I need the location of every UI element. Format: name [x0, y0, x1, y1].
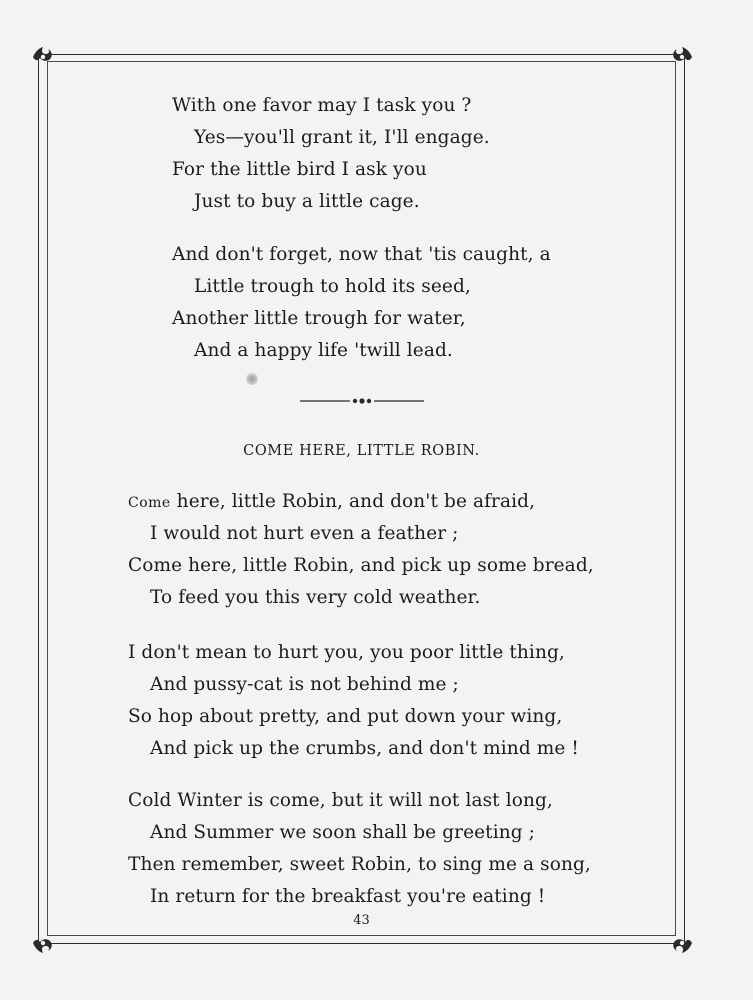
- section-divider-icon: [300, 394, 424, 408]
- poem-line: For the little bird I ask you: [172, 159, 427, 180]
- corner-ornament-icon: [30, 930, 56, 956]
- poem-line: So hop about pretty, and put down your wing,: [128, 706, 563, 727]
- poem-title: COME HERE, LITTLE ROBIN.: [243, 443, 480, 459]
- poem-line: And Summer we soon shall be greeting ;: [150, 822, 536, 843]
- corner-ornament-icon: [669, 930, 695, 956]
- page-number: 43: [353, 913, 370, 928]
- poem-line: Little trough to hold its seed,: [194, 276, 471, 297]
- corner-ornament-icon: [669, 44, 695, 70]
- poem-line: Cold Winter is come, but it will not last long,: [128, 790, 553, 811]
- poem-line-rest: here, little Robin, and don't be afraid,: [170, 491, 536, 512]
- ink-smudge: [246, 373, 258, 385]
- poem-line: And pick up the crumbs, and don't mind me !: [150, 738, 579, 759]
- poem-line: Just to buy a little cage.: [194, 191, 420, 212]
- poem-line: In return for the breakfast you're eating !: [150, 886, 546, 907]
- poem-line: With one favor may I task you ?: [172, 95, 472, 116]
- poem-line: And pussy-cat is not behind me ;: [150, 674, 459, 695]
- poem-line: [128, 490, 535, 515]
- poem-line: I would not hurt even a feather ;: [150, 523, 459, 544]
- poem-line: And a happy life 'twill lead.: [194, 340, 453, 361]
- poem-line: And don't forget, now that 'tis caught, a: [172, 244, 551, 265]
- poem-line: Another little trough for water,: [172, 308, 466, 329]
- poem-line: Then remember, sweet Robin, to sing me a song,: [128, 854, 591, 875]
- poem-line: Come here, little Robin, and pick up some bread,: [128, 555, 594, 576]
- poem-line: I don't mean to hurt you, you poor little thing,: [128, 642, 565, 663]
- poem-line: To feed you this very cold weather.: [150, 587, 481, 608]
- drop-word: Come: [128, 495, 171, 511]
- poem-line: Yes—you'll grant it, I'll engage.: [194, 127, 490, 148]
- corner-ornament-icon: [30, 44, 56, 70]
